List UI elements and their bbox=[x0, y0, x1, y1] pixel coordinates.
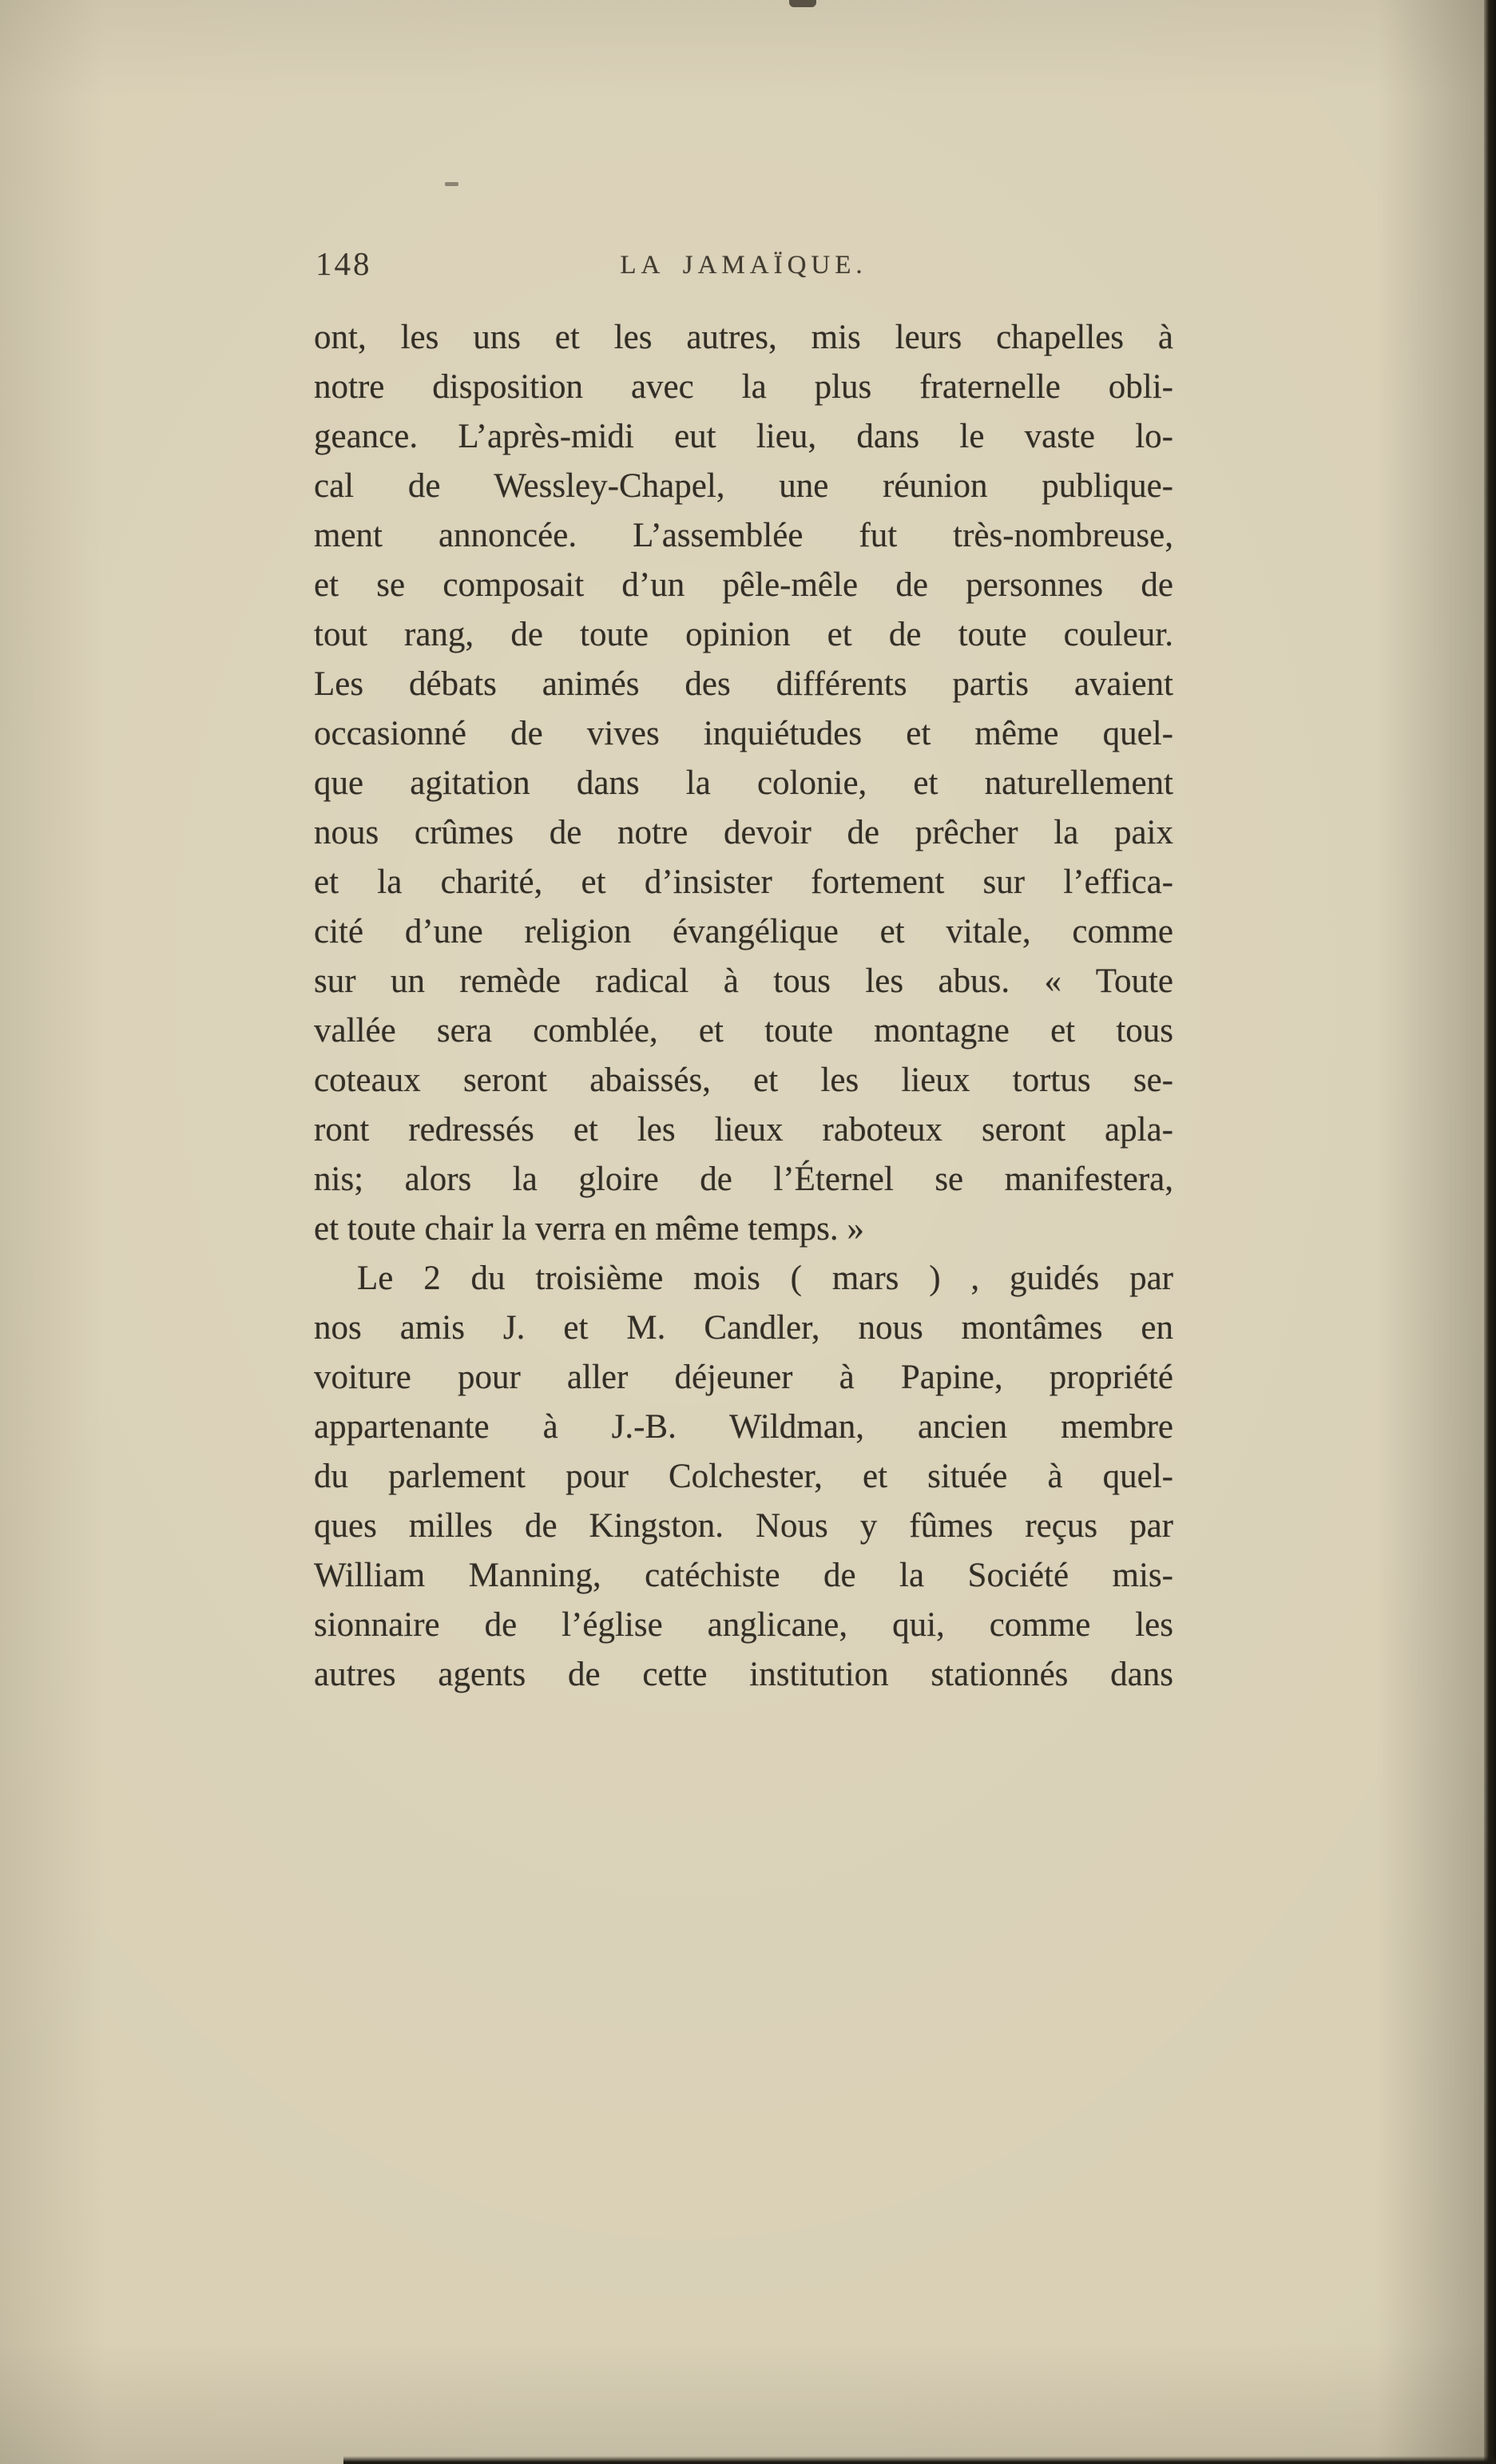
paragraph bbox=[314, 1254, 1173, 1700]
text-line: ment annoncée. L’assemblée fut très-nombreuse, bbox=[314, 517, 1173, 554]
text-line: sur un remède radical à tous les abus. « Toute bbox=[314, 962, 1173, 1000]
scan-edge-bottom-artifact bbox=[343, 2456, 1496, 2464]
text-line: Le 2 du troisième mois ( mars ) , guidés par bbox=[357, 1260, 1173, 1297]
running-title: LA JAMAÏQUE. bbox=[620, 251, 867, 280]
text-line: autres agents de cette institution stationnés dans bbox=[314, 1656, 1173, 1693]
text-line: ont, les uns et les autres, mis leurs chapelles à bbox=[314, 319, 1173, 356]
text-line: nos amis J. et M. Candler, nous montâmes en bbox=[314, 1309, 1173, 1347]
text-line: sionnaire de l’église anglicane, qui, comme les bbox=[314, 1606, 1173, 1644]
text-line: coteaux seront abaissés, et les lieux tortus se- bbox=[314, 1061, 1173, 1099]
text-line: appartenante à J.-B. Wildman, ancien membre bbox=[314, 1408, 1173, 1446]
text-line: cal de Wessley-Chapel, une réunion publique- bbox=[314, 467, 1173, 505]
text-line: geance. L’après-midi eut lieu, dans le vaste lo- bbox=[314, 418, 1173, 455]
text-line: nous crûmes de notre devoir de prêcher la paix bbox=[314, 814, 1173, 851]
page-header bbox=[314, 243, 1173, 288]
text-line: ront redressés et les lieux raboteux seront apla- bbox=[314, 1111, 1173, 1149]
paragraph bbox=[314, 313, 1173, 1254]
page-number: 148 bbox=[315, 245, 372, 282]
text-line: notre disposition avec la plus fraternelle obli- bbox=[314, 368, 1173, 406]
text-line: occasionné de vives inquiétudes et même quel- bbox=[314, 715, 1173, 752]
text-line: ques milles de Kingston. Nous y fûmes reçus par bbox=[314, 1507, 1173, 1545]
text-line: et la charité, et d’insister fortement sur l’effica- bbox=[314, 863, 1173, 901]
scan-edge-right-artifact bbox=[1484, 0, 1496, 2464]
scan-mark-top-artifact bbox=[789, 0, 816, 7]
scan-speck-artifact bbox=[445, 182, 458, 186]
text-line: tout rang, de toute opinion et de toute couleur. bbox=[314, 616, 1173, 653]
text-line: nis; alors la gloire de l’Éternel se manifestera, bbox=[314, 1161, 1173, 1198]
text-line: et se composait d’un pêle-mêle de personnes de bbox=[314, 566, 1173, 604]
text-line: cité d’une religion évangélique et vitale, comme bbox=[314, 913, 1173, 950]
text-line: William Manning, catéchiste de la Société mis- bbox=[314, 1557, 1173, 1594]
text-line: vallée sera comblée, et toute montagne et tous bbox=[314, 1012, 1173, 1049]
text-block bbox=[314, 313, 1173, 1700]
text-line: et toute chair la verra en même temps. » bbox=[314, 1210, 864, 1248]
text-line: voiture pour aller déjeuner à Papine, propriété bbox=[314, 1359, 1173, 1396]
text-line: Les débats animés des différents partis avaient bbox=[314, 665, 1173, 703]
text-line: du parlement pour Colchester, et située à quel- bbox=[314, 1458, 1173, 1495]
text-line: que agitation dans la colonie, et naturellement bbox=[314, 764, 1173, 802]
